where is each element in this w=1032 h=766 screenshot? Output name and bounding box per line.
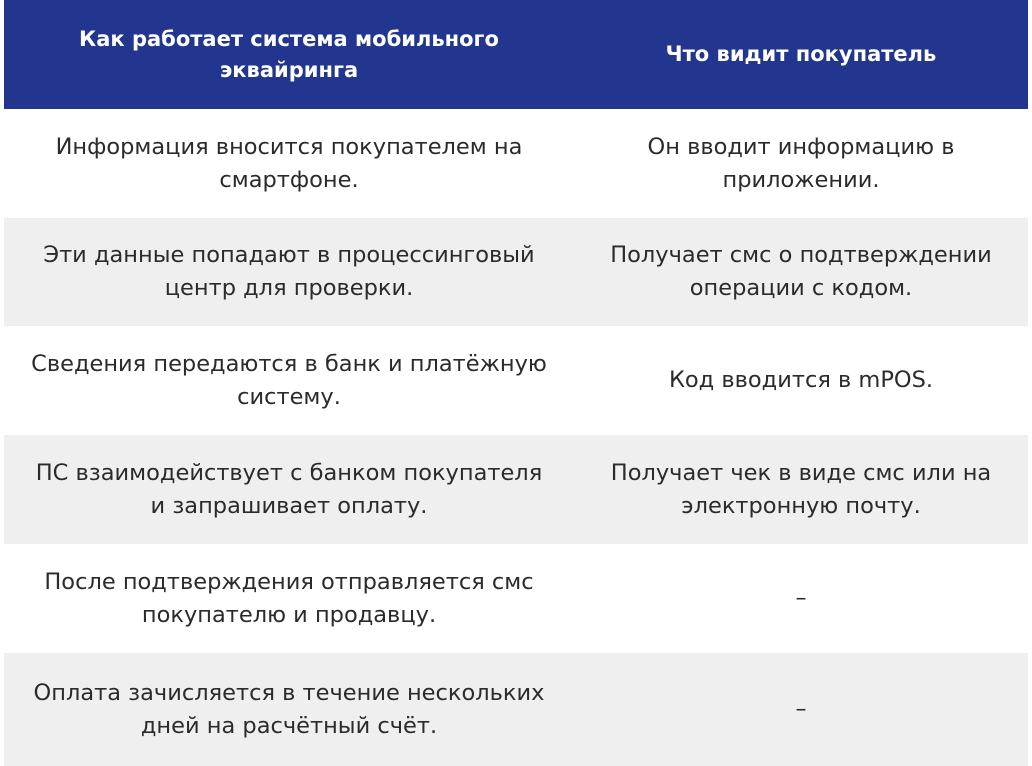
- table-cell-buyer-view: [574, 653, 1028, 766]
- table-cell-process: [4, 544, 574, 653]
- cell-text: –: [795, 697, 807, 722]
- table-cell-buyer-view: [574, 544, 1028, 653]
- table-cell-buyer-view: [574, 326, 1028, 435]
- cell-text: ПС взаимодействует с банком покупателя и запрашивает оплату.: [35, 459, 543, 519]
- table-cell-process: [4, 653, 574, 766]
- table-header-process: [4, 0, 574, 109]
- header-label: Как работает система мобильного эквайринга: [79, 26, 499, 82]
- header-label: Что видит покупатель: [665, 42, 937, 66]
- cell-text: Получает чек в виде смс или на электронную почту.: [610, 459, 992, 519]
- table-cell-process: [4, 435, 574, 544]
- cell-text: Информация вносится покупателем на смартфоне.: [55, 133, 523, 193]
- cell-text: Эти данные попадают в процессинговый центр для проверки.: [43, 242, 535, 301]
- table-header-buyer-view: [574, 0, 1028, 109]
- cell-text: Оплата зачисляется в течение нескольких дней на расчётный счёт.: [33, 679, 545, 739]
- cell-text: Он вводит информацию в приложении.: [647, 133, 955, 193]
- table-cell-process: [4, 218, 574, 326]
- table-cell-buyer-view: [574, 109, 1028, 218]
- table-cell-process: [4, 326, 574, 435]
- cell-text: Сведения передаются в банк и платёжную систему.: [31, 350, 547, 410]
- cell-text: Получает смс о подтверждении операции с кодом.: [610, 242, 992, 301]
- comparison-table: [4, 0, 1028, 766]
- table-cell-process: [4, 109, 574, 218]
- table-cell-buyer-view: [574, 435, 1028, 544]
- cell-text: Код вводится в mPOS.: [668, 367, 934, 393]
- cell-text: –: [795, 586, 807, 611]
- cell-text: После подтверждения отправляется смс покупателю и продавцу.: [44, 568, 534, 628]
- table-cell-buyer-view: [574, 218, 1028, 326]
